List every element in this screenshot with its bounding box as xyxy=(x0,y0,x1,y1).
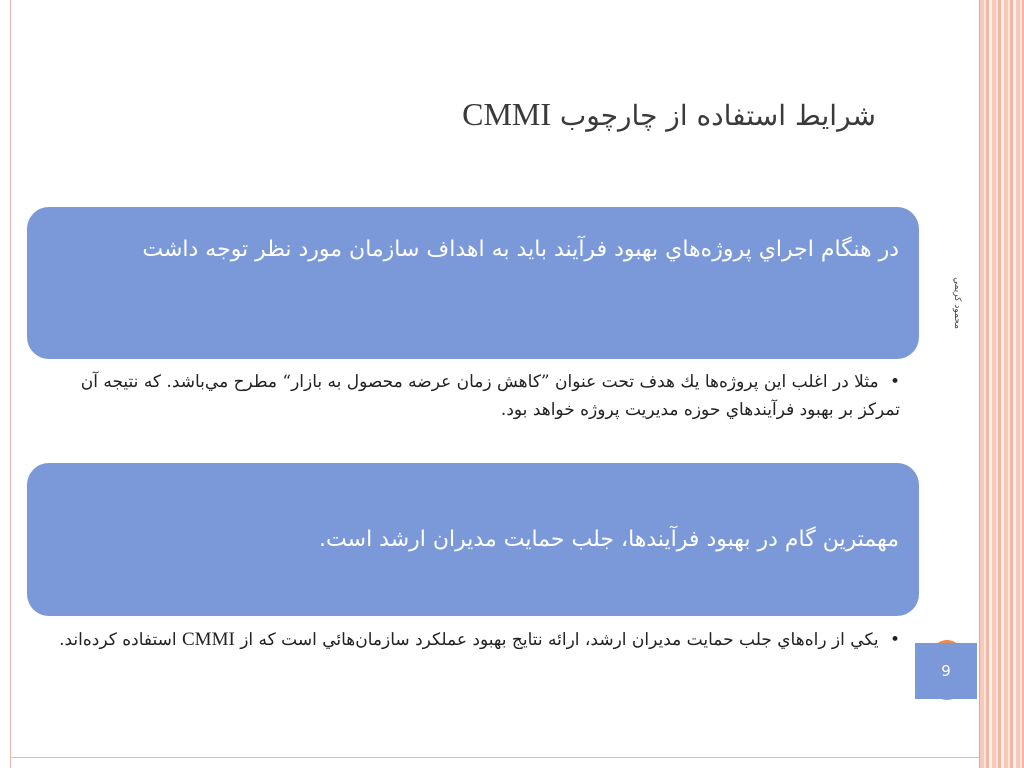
bullet-management-latin: CMMI xyxy=(182,629,235,650)
slide-title-latin: CMMI xyxy=(462,96,551,132)
frame-bottom-border xyxy=(10,757,980,758)
highlight-box-goals-text: در هنگام اجراي پروژه‌هاي بهبود فرآيند بايد به اهداف سازمان مورد نظر توجه داشت xyxy=(142,237,899,262)
bullet-example xyxy=(50,368,900,424)
bullet-dot: • xyxy=(889,372,900,392)
page-number: 9 xyxy=(941,662,951,680)
page-number-badge xyxy=(915,643,977,699)
bullet-management-text-after: استفاده كرده‌اند. xyxy=(59,630,177,650)
frame-left-border xyxy=(10,0,11,768)
highlight-box-goals xyxy=(27,207,919,359)
author-name: محمود کريمي xyxy=(952,277,962,329)
slide-title-text: شرايط استفاده از چارچوب xyxy=(559,99,876,132)
decorative-stripes xyxy=(980,0,1024,768)
bullet-example-text: مثلا در اغلب اين پروژه‌ها يك هدف تحت عنوان ”كاهش زمان عرضه محصول به بازار“ مطرح مي‌باشد. كه نتيجه آن تمركز بر بهبود فرآيندهاي حوزه مديريت پروژه خواهد بود. xyxy=(80,372,900,420)
bullet-dot: • xyxy=(889,630,900,650)
bullet-management-text-before: يكي از راه‌هاي جلب حمايت مديران ارشد، ارائه نتايج بهبود عملكرد سازمان‌هائي است كه از xyxy=(240,630,879,650)
highlight-box-management xyxy=(27,463,919,616)
slide-title xyxy=(462,96,876,133)
author-side-label xyxy=(941,258,973,348)
bullet-management-support xyxy=(50,626,900,654)
highlight-box-management-text: مهمترين گام در بهبود فرآيندها، جلب حمايت مديران ارشد است. xyxy=(319,526,899,552)
